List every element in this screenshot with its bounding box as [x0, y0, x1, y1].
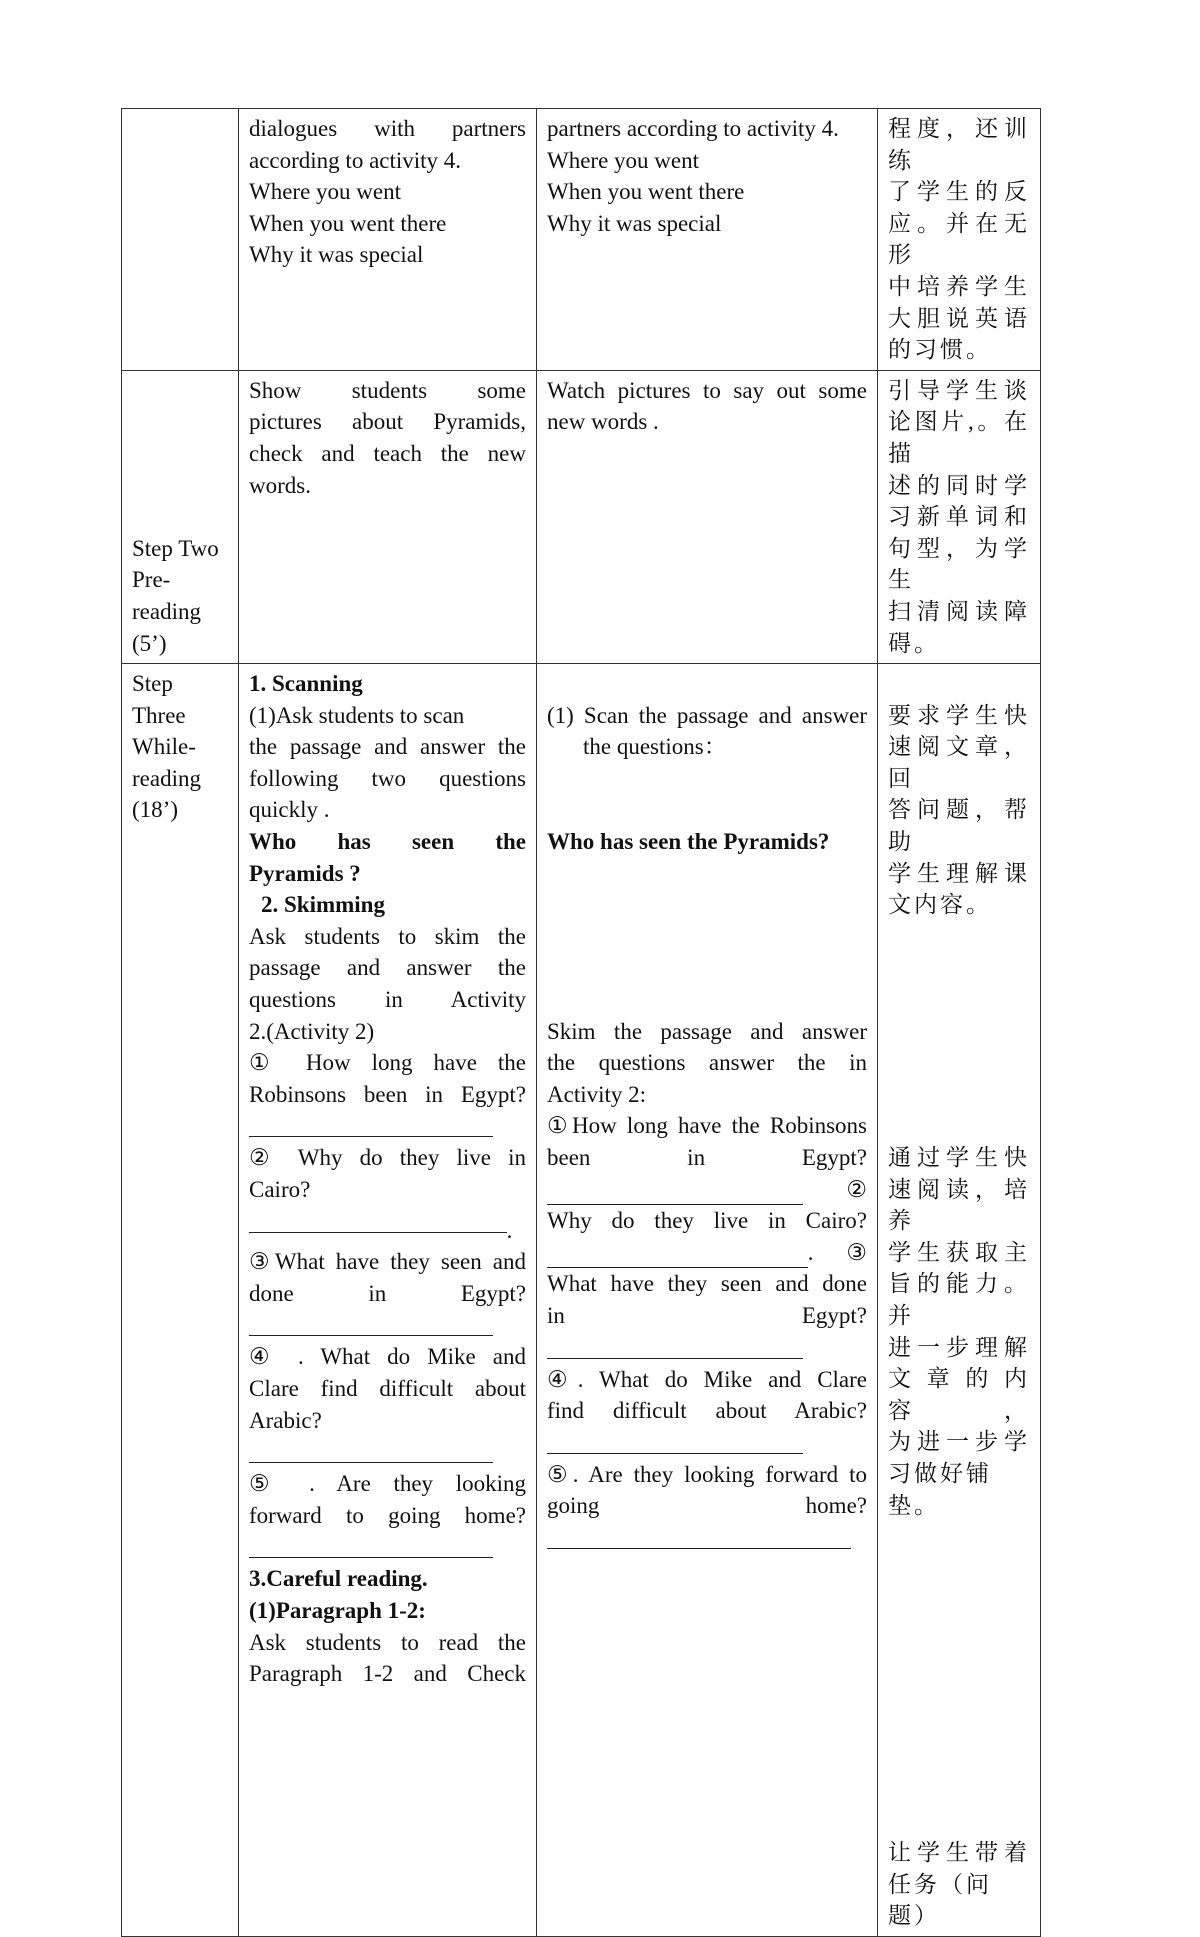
text-line: pictures about Pyramids,: [249, 409, 526, 435]
text-line: 习新单词和: [888, 504, 1030, 530]
spacer: [547, 984, 867, 1016]
period: .: [506, 1217, 513, 1243]
question-text: ④. What do Mike and Clare: [547, 1366, 867, 1392]
answer-blank: [547, 1241, 808, 1268]
answer-blank: [547, 1522, 851, 1549]
step-label: Step Two: [132, 535, 219, 561]
question-text: going home?: [547, 1493, 867, 1519]
step-label: reading: [132, 598, 201, 624]
answer-blank: [547, 1178, 803, 1205]
text-line: 进一步理解: [888, 1334, 1030, 1360]
answer-row: [547, 1174, 867, 1206]
section-heading: 1. Scanning: [249, 671, 363, 697]
text-line: 通过学生快: [888, 1145, 1030, 1170]
spacer: [888, 1679, 1030, 1711]
question-number: ③: [846, 1239, 867, 1265]
spacer: [888, 1553, 1030, 1585]
question-text: ①How long have the Robinsons: [547, 1113, 867, 1139]
text-line: 论图片,。在描: [888, 409, 1030, 466]
text-line: partners according to activity 4.: [547, 116, 839, 141]
text-line: words.: [249, 472, 311, 498]
text-line: 学生获取主: [888, 1239, 1030, 1265]
text-line: Show students some: [249, 377, 526, 403]
text-line: new words .: [547, 409, 659, 435]
answer-blank: [249, 1110, 493, 1137]
spacer: [888, 1016, 1030, 1048]
question-text: ① How long have the: [249, 1050, 526, 1076]
spacer: [888, 1805, 1030, 1837]
text-line: (1)Ask students to scan: [249, 702, 465, 728]
text-line: 让学生带着: [888, 1840, 1030, 1866]
spacer: [547, 858, 867, 890]
spacer: [888, 921, 1030, 953]
spacer: [547, 763, 867, 795]
table-row: [122, 109, 1041, 371]
text-line: Ask students to read the: [249, 1629, 526, 1655]
text-line: the passage and answer the: [249, 734, 526, 760]
question-text: Who has seen the Pyramids?: [547, 829, 830, 855]
spacer: [547, 668, 867, 700]
student-activity-cell: [537, 109, 878, 371]
question-text: What have they seen and done: [547, 1271, 867, 1297]
question-text: Robinsons been in Egypt?: [249, 1081, 526, 1107]
answer-blank: [249, 1309, 493, 1336]
teacher-activity-cell: [239, 664, 537, 1937]
text-line: 程度，还训练: [888, 116, 1030, 173]
text-line: 应。并在无形: [888, 210, 1030, 268]
text-line: Paragraph 1-2 and Check: [249, 1661, 526, 1687]
answer-blank: [547, 1332, 803, 1359]
question-number: ②: [846, 1176, 867, 1202]
section-heading: 3.Careful reading.: [249, 1566, 428, 1592]
text-line: the questions answer the in: [547, 1050, 867, 1076]
text-line: 习做好铺垫。: [888, 1460, 992, 1518]
text-line: Where you went: [249, 179, 401, 205]
text-line: 速阅文章，回: [888, 734, 1030, 791]
answer-row: [547, 1237, 867, 1269]
text-line: 任务（问题）: [888, 1871, 992, 1929]
text-line: check and teach the new: [249, 440, 526, 466]
spacer: [547, 952, 867, 984]
question-text: Arabic?: [249, 1407, 322, 1433]
text-line: 文章的内容，: [888, 1366, 1030, 1423]
question-text: Pyramids ?: [249, 860, 361, 886]
text-line: Ask students to skim the: [249, 923, 526, 949]
text-line: 旨的能力。并: [888, 1271, 1030, 1328]
question-text: ④ . What do Mike and: [249, 1344, 526, 1370]
text-line: 文内容。: [888, 892, 992, 918]
text-line: 2.(Activity 2): [249, 1018, 375, 1044]
question-text: find difficult about Arabic?: [547, 1398, 867, 1424]
teacher-activity-cell: [239, 370, 537, 663]
text-line: (1) Scan the passage and answer: [547, 702, 867, 728]
text-line: questions in Activity: [249, 987, 526, 1013]
period: .: [807, 1239, 814, 1265]
text-line: 为进一步学: [888, 1429, 1030, 1455]
step-label: Step: [132, 671, 173, 697]
text-line: 要求学生快: [888, 702, 1030, 728]
spacer: [547, 889, 867, 921]
text-line: 扫清阅读障: [888, 598, 1030, 624]
question-text: ② Why do they live in: [249, 1145, 526, 1171]
spacer: [888, 1584, 1030, 1616]
step-label: Three: [132, 702, 186, 728]
text-line: 碍。: [888, 630, 940, 656]
spacer: [888, 952, 1030, 984]
text-line: 学生理解课: [888, 860, 1030, 886]
question-text: Who has seen the: [249, 829, 526, 855]
question-text: in Egypt?: [547, 1302, 867, 1328]
text-line: Why it was special: [547, 210, 722, 236]
question-text: Cairo?: [249, 1177, 311, 1202]
text-line: quickly .: [249, 797, 330, 823]
answer-blank: [249, 1531, 493, 1558]
section-heading: (1)Paragraph 1-2:: [249, 1597, 426, 1623]
text-line: 中培养学生: [888, 273, 1030, 299]
spacer: [888, 1047, 1030, 1079]
text-line: 了学生的反: [888, 179, 1030, 205]
question-text: ③What have they seen and: [249, 1249, 526, 1275]
text-line: When you went there: [547, 179, 745, 205]
question-text: done in Egypt?: [249, 1280, 526, 1306]
text-line: the questions：: [583, 734, 727, 760]
step-label: reading: [132, 765, 201, 791]
step-cell: [122, 109, 239, 371]
text-line: When you went there: [249, 210, 447, 236]
spacer: [547, 794, 867, 826]
table-row: [122, 370, 1041, 663]
text-line: 速阅读，培养: [888, 1176, 1030, 1234]
spacer: [547, 921, 867, 953]
text-line: Watch pictures to say out some: [547, 377, 867, 403]
table-row: [122, 664, 1041, 1937]
step-label: Pre-: [132, 567, 171, 593]
step-time: (18’): [132, 797, 178, 823]
spacer: [888, 1110, 1030, 1142]
purpose-cell: [878, 664, 1041, 1937]
spacer: [888, 1079, 1030, 1111]
spacer: [888, 984, 1030, 1016]
answer-blank: [249, 1206, 507, 1233]
text-line: 述的同时学: [888, 472, 1030, 498]
answer-blank: [249, 1436, 493, 1463]
question-text: been in Egypt?: [547, 1145, 867, 1170]
step-label: While-: [132, 734, 196, 760]
answer-group: [547, 1237, 816, 1269]
text-line: passage and answer the: [249, 955, 526, 981]
spacer: [888, 1521, 1030, 1553]
spacer: [888, 1711, 1030, 1743]
spacer: [888, 668, 1030, 700]
teacher-activity-cell: [239, 109, 537, 371]
text-line: following two questions: [249, 765, 526, 791]
text-line: 的习惯。: [888, 337, 992, 363]
text-line: Why it was special: [249, 242, 424, 268]
text-line: dialogues with partners: [249, 116, 526, 141]
spacer: [888, 1648, 1030, 1680]
student-activity-cell: [537, 370, 878, 663]
text-line: according to activity 4.: [249, 147, 462, 173]
spacer: [888, 1742, 1030, 1774]
question-text: Why do they live in Cairo?: [547, 1208, 867, 1234]
student-activity-cell: [537, 664, 878, 1937]
text-line: 大胆说英语: [888, 305, 1030, 331]
step-cell: [122, 664, 239, 1937]
purpose-cell: [878, 370, 1041, 663]
spacer: [888, 1616, 1030, 1648]
text-line: 答问题，帮助: [888, 797, 1030, 855]
question-text: ⑤. Are they looking forward to: [547, 1461, 867, 1487]
section-heading: 2. Skimming: [261, 892, 385, 918]
step-cell: [122, 370, 239, 663]
step-time: (5’): [132, 630, 167, 656]
text-line: Skim the passage and answer: [547, 1018, 867, 1044]
text-line: 引导学生谈: [888, 377, 1030, 403]
question-text: Clare find difficult about: [249, 1375, 526, 1401]
spacer: [888, 1774, 1030, 1806]
text-line: 句型，为学生: [888, 535, 1030, 593]
lesson-plan-table: [121, 108, 1041, 1937]
question-text: ⑤ . Are they looking: [249, 1471, 526, 1497]
text-line: Where you went: [547, 147, 699, 173]
purpose-cell: [878, 109, 1041, 371]
answer-blank: [547, 1427, 803, 1454]
question-text: forward to going home?: [249, 1502, 526, 1528]
text-line: Activity 2:: [547, 1081, 647, 1107]
